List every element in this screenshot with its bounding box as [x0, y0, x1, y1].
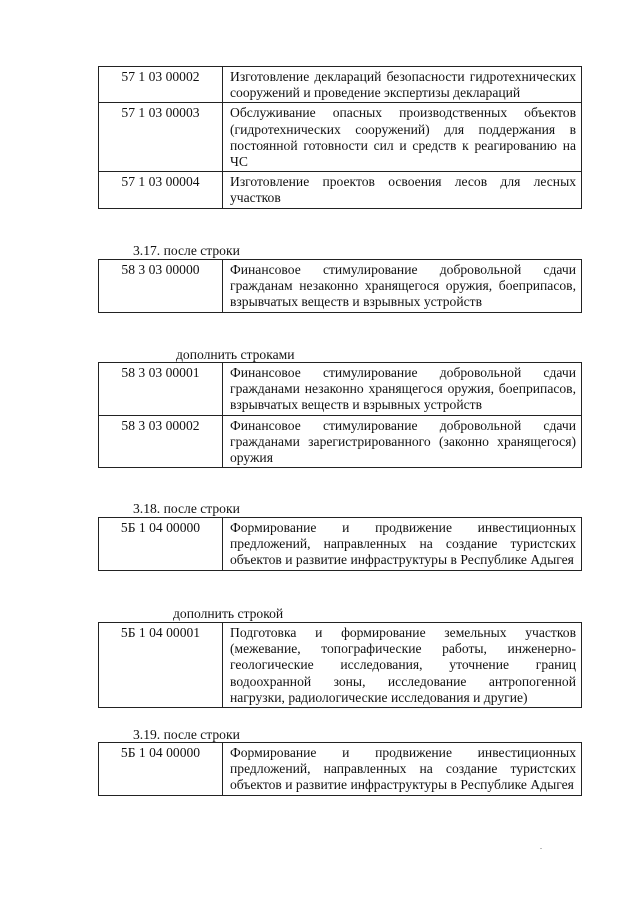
table-row	[99, 67, 582, 103]
table-3-18-additions	[98, 622, 582, 708]
table-row	[99, 623, 582, 708]
table-row	[99, 260, 582, 313]
section-heading-3-18: 3.18. после строки	[133, 501, 240, 516]
table-3-18	[98, 517, 582, 571]
row-description: Подготовка и формирование земельных участков (межевание, топографические работы, инженерно-геологические исследования, уточнение границ водоохранной зоны, исследование антропогенной нагрузки, радиологические исследования и другие)	[223, 623, 582, 708]
row-code: 57 1 03 00003	[99, 103, 223, 172]
row-code: 58 3 03 00002	[99, 415, 223, 468]
row-description: Формирование и продвижение инвестиционных предложений, направленных на создание туристских объектов и развитие инфраструктуры в Республике Адыгея	[223, 518, 582, 571]
row-description: Формирование и продвижение инвестиционных предложений, направленных на создание туристских объектов и развитие инфраструктуры в Республике Адыгея	[223, 743, 582, 796]
table-row	[99, 363, 582, 416]
table-3-17	[98, 259, 582, 313]
row-code: 58 3 03 00001	[99, 363, 223, 416]
table-row	[99, 518, 582, 571]
row-description: Финансовое стимулирование добровольной сдачи гражданами незаконно хранящегося оружия, боеприпасов, взрывчатых веществ и взрывных устройств	[223, 363, 582, 416]
section-heading-3-19: 3.19. после строки	[133, 727, 240, 742]
row-description: Финансовое стимулирование добровольной сдачи гражданами зарегистрированного (законно хранящегося) оружия	[223, 415, 582, 468]
table-3-19	[98, 742, 582, 796]
section-heading-3-17: 3.17. после строки	[133, 243, 240, 258]
add-row-heading-3-18: дополнить строкой	[173, 606, 284, 621]
table-row	[99, 172, 582, 208]
scan-speck	[540, 848, 542, 849]
table-row	[99, 415, 582, 468]
table-row	[99, 103, 582, 172]
table-3-17-additions	[98, 362, 582, 468]
row-code: 57 1 03 00002	[99, 67, 223, 103]
add-rows-heading-3-17: дополнить строками	[176, 347, 295, 362]
row-description: Изготовление деклараций безопасности гидротехнических сооружений и проведение экспертизы деклараций	[223, 67, 582, 103]
row-description: Изготовление проектов освоения лесов для лесных участков	[223, 172, 582, 208]
row-code: 57 1 03 00004	[99, 172, 223, 208]
row-code: 5Б 1 04 00001	[99, 623, 223, 708]
row-code: 5Б 1 04 00000	[99, 743, 223, 796]
row-description: Финансовое стимулирование добровольной сдачи гражданам незаконно хранящегося оружия, боеприпасов, взрывчатых веществ и взрывных устройств	[223, 260, 582, 313]
table-row	[99, 743, 582, 796]
table-continued	[98, 66, 582, 209]
row-code: 5Б 1 04 00000	[99, 518, 223, 571]
row-description: Обслуживание опасных производственных объектов (гидротехнических сооружений) для поддержания в постоянной готовности сил и средств к реагированию на ЧС	[223, 103, 582, 172]
row-code: 58 3 03 00000	[99, 260, 223, 313]
